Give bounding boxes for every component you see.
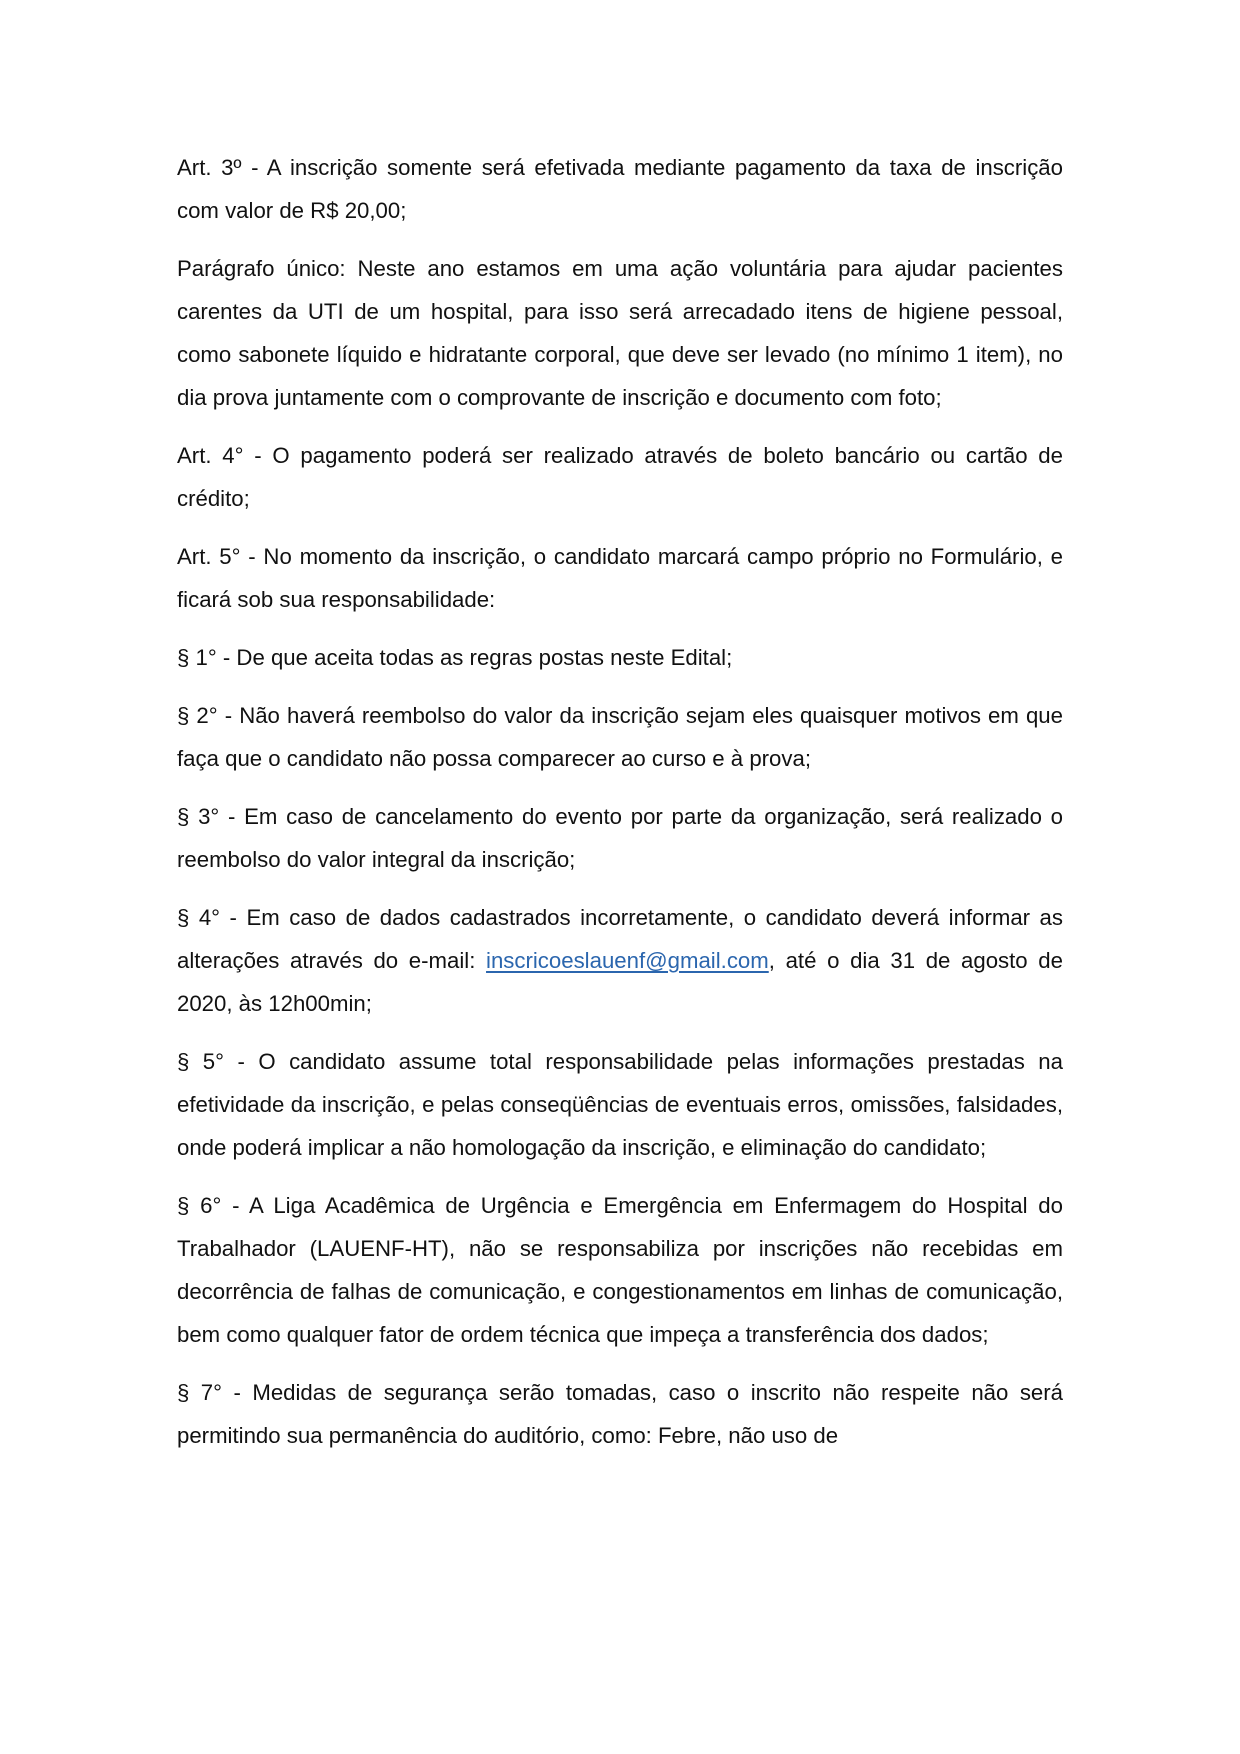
article-5: Art. 5° - No momento da inscrição, o candidato marcará campo próprio no Formulário, e ficará sob sua responsabilidade: [177, 544, 1063, 612]
section-3: § 3° - Em caso de cancelamento do evento por parte da organização, será realizado o reembolso do valor integral da inscrição; [177, 804, 1063, 872]
article-4: Art. 4° - O pagamento poderá ser realizado através de boleto bancário ou cartão de crédito; [177, 443, 1063, 511]
section-7: § 7° - Medidas de segurança serão tomadas, caso o inscrito não respeite não será permitindo sua permanência do auditório, como: Febre, não uso de [177, 1380, 1063, 1448]
document-body [177, 146, 1063, 1472]
section-2: § 2° - Não haverá reembolso do valor da inscrição sejam eles quaisquer motivos em que faça que o candidato não possa comparecer ao curso e à prova; [177, 703, 1063, 771]
section-5: § 5° - O candidato assume total responsabilidade pelas informações prestadas na efetividade da inscrição, e pelas conseqüências de eventuais erros, omissões, falsidades, onde poderá implicar a não homologação da inscrição, e eliminação do candidato; [177, 1049, 1063, 1160]
section-6: § 6° - A Liga Acadêmica de Urgência e Emergência em Enfermagem do Hospital do Trabalhador (LAUENF-HT), não se responsabiliza por inscrições não recebidas em decorrência de falhas de comunicação, e congestionamentos em linhas de comunicação, bem como qualquer fator de ordem técnica que impeça a transferência dos dados; [177, 1193, 1063, 1347]
email-link[interactable]: inscricoeslauenf@gmail.com [486, 948, 769, 973]
article-3: Art. 3º - A inscrição somente será efetivada mediante pagamento da taxa de inscrição com valor de R$ 20,00; [177, 155, 1063, 223]
section-4 [177, 896, 1063, 1025]
section-4-text-before: § 4° - Em caso de dados cadastrados incorretamente, o candidato deverá informar as alterações através do e-mail: [177, 905, 1063, 973]
section-1: § 1° - De que aceita todas as regras postas neste Edital; [177, 645, 733, 670]
section-4-text-after: , até o dia 31 de agosto de 2020, às 12h00min; [177, 948, 1063, 1016]
article-3-sole-paragraph: Parágrafo único: Neste ano estamos em uma ação voluntária para ajudar pacientes carentes da UTI de um hospital, para isso será arrecadado itens de higiene pessoal, como sabonete líquido e hidratante corporal, que deve ser levado (no mínimo 1 item), no dia prova juntamente com o comprovante de inscrição e documento com foto; [177, 256, 1063, 410]
